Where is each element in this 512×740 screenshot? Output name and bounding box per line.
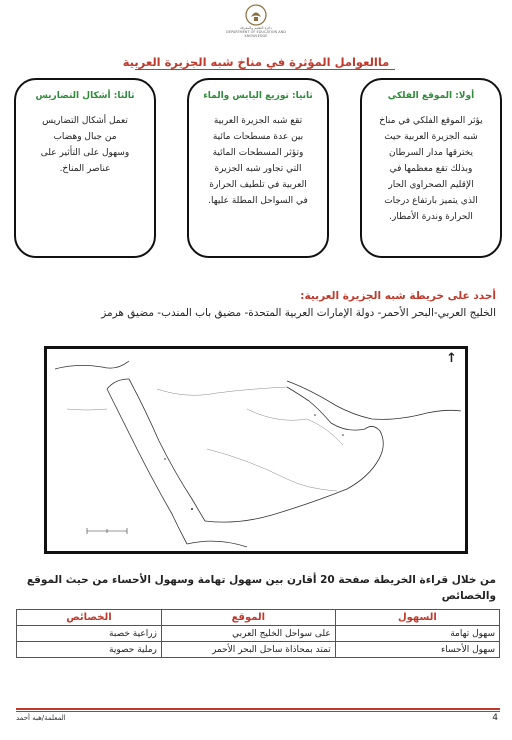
box-terrain-forms [14, 78, 156, 258]
table-cell: سهول الأحساء [335, 642, 499, 658]
map-question-items: الخليج العربي-البحر الأحمر- دولة الإمارات العربية المتحدة- مضيق باب المندب- مضيق هرمز [101, 307, 496, 319]
map-question-heading: أحدد على خريطة شبه الجزيرة العربية: [300, 290, 496, 302]
footer-divider [16, 708, 500, 710]
table-cell: على سواحل الخليج العربي [161, 626, 335, 642]
box-astronomical-location [360, 78, 502, 258]
box-land-water-distribution [187, 78, 329, 258]
table-header-location: الموقع [161, 610, 335, 626]
table-row [17, 642, 500, 658]
table-header-row [17, 610, 500, 626]
table-cell: رملية حصوية [17, 642, 162, 658]
arabian-peninsula-map [44, 346, 468, 554]
box-text: تعمل أشكال التضاريس من جبال وهضاب وسهول على التأثير على عناصر المناخ. [40, 116, 130, 174]
table-header-features: الخصائص [17, 610, 162, 626]
comparison-table [16, 609, 500, 658]
page-number: 4 [492, 713, 498, 723]
footer-divider-thin [16, 711, 500, 712]
table-row [17, 626, 500, 642]
box-heading: ثانيا: توزيع اليابس والماء [203, 91, 313, 101]
page-title: ماالعوامل المؤثرة في مناخ شبه الجزيرة العربية [122, 55, 390, 69]
table-cell: زراعية خصبة [17, 626, 162, 642]
department-logo [226, 4, 286, 44]
falcon-emblem-icon [245, 4, 267, 26]
teacher-name: المعلمة/هبه أحمد [16, 714, 66, 722]
logo-text: دائرة التعليم والمعرفة [240, 26, 272, 30]
box-heading: ثالثا: أشكال التضاريس [35, 91, 135, 101]
title-underline [135, 69, 395, 70]
box-text: تقع شبه الجزيرة العربية بين عدة مسطحات مائية وتؤثر المسطحات المائية التي تجاور شبه الجزيرة العربية في تلطيف الحرارة في السواحل المطلة عليها. [208, 116, 308, 206]
logo-text-en: DEPARTMENT OF EDUCATION AND KNOWLEDGE [226, 30, 286, 38]
table-cell: سهول تهامة [335, 626, 499, 642]
compare-question: من خلال قراءة الخريطة صفحة 20 أقارن بين سهول تهامة وسهول الأحساء من حيث الموقع والخصائص [26, 574, 496, 602]
box-heading: أولا: الموقع الفلكي [387, 91, 475, 101]
table-cell: تمتد بمحاذاة ساحل البحر الأحمر [161, 642, 335, 658]
north-arrow-icon: ↑ [446, 351, 457, 366]
box-text: يؤثر الموقع الفلكي في مناخ شبه الجزيرة العربية حيث يخترقها مدار السرطان وبذلك تقع معظمها في الإقليم الصحراوي الحار الذي يتميز بارتفاع درجات الحرارة وندرة الأمطار. [379, 116, 483, 222]
outline-map-drawing [47, 349, 465, 551]
table-header-plains: السهول [335, 610, 499, 626]
